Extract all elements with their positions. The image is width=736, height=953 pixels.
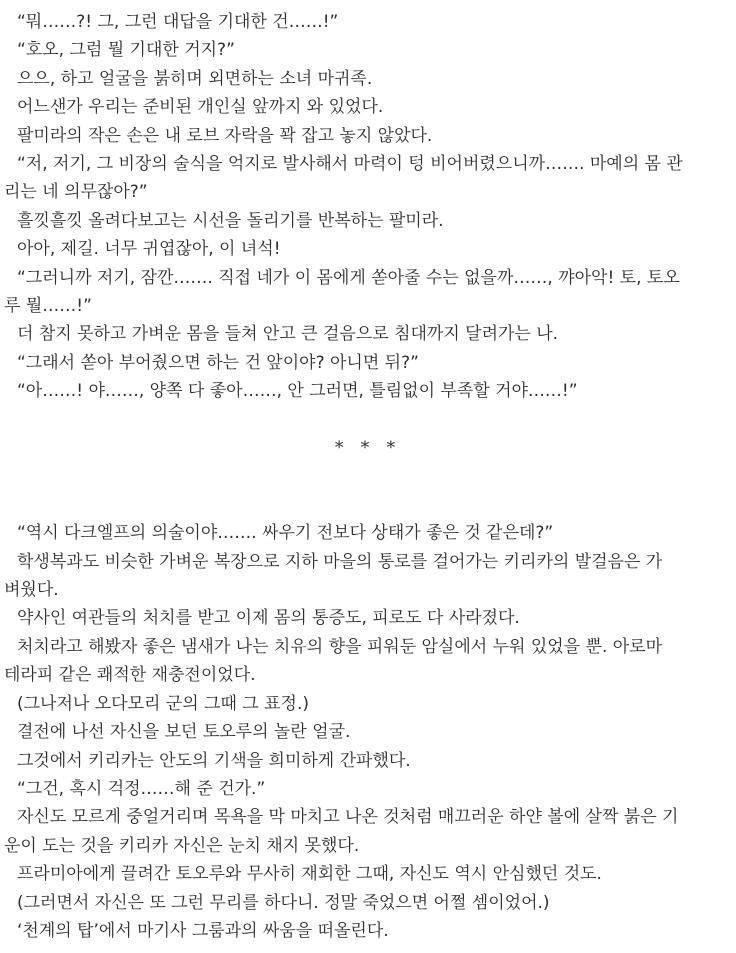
text-line: ‘천계의 탑’에서 마기사 그룸과의 싸움을 떠올린다. (17, 920, 389, 941)
text-line: 그것에서 키리카는 안도의 기색을 희미하게 간파했다. (17, 750, 411, 771)
blank-line (4, 462, 732, 490)
text-line: 프라미아에게 끌려간 토오루와 무사히 재회한 그때, 자신도 역시 안심했던 것도. (17, 864, 602, 885)
text-line: 리는 네 의무잖아?” (4, 182, 148, 203)
text-line: “역시 다크엘프의 의술이야……. 싸우기 전보다 상태가 좋은 것 같은데?” (17, 523, 554, 544)
text-line: “그래서 쏟아 부어줬으면 하는 건 앞이야? 아니면 뒤?” (17, 352, 419, 373)
text-line: “아……! 야……, 양쪽 다 좋아……, 안 그러면, 틀림없이 부족할 거야……!” (17, 381, 578, 402)
text-line: 학생복과도 비슷한 가벼운 복장으로 지하 마을의 통로를 걸어가는 키리카의 발걸음은 가 (17, 551, 663, 572)
text-line: “그건, 혹시 걱정……해 준 건가.” (17, 778, 266, 799)
text-line: 아아, 제길. 너무 귀엽잖아, 이 녀석! (17, 239, 281, 260)
text-line: “그러니까 저기, 잠깐……. 직접 네가 이 몸에게 쏟아줄 수는 없을까……, 꺄아악! 토, 토오 (17, 267, 680, 288)
text-line: (그러면서 자신은 또 그런 무리를 하다니. 정말 죽었으면 어쩔 셈이었어.) (17, 892, 550, 913)
text-line: “호오, 그럼 뭘 기대한 거지?” (17, 40, 235, 61)
text-line: 약사인 여관들의 처치를 받고 이제 몸의 통증도, 피로도 다 사라졌다. (17, 608, 520, 629)
text-line: (그나저나 오다모리 군의 그때 그 표정.) (17, 693, 310, 714)
text-line: 운이 도는 것을 키리카 자신은 눈치 채지 못했다. (4, 835, 360, 856)
text-line: 으으, 하고 얼굴을 붉히며 외면하는 소녀 마귀족. (17, 68, 373, 89)
text-line: 루 뭘……!” (4, 296, 92, 317)
blank-line (4, 406, 732, 434)
text-line: 자신도 모르게 중얼거리며 목욕을 막 마치고 나온 것처럼 매끄러운 하얀 볼에 살짝 붉은 기 (17, 807, 679, 828)
text-line: 팔미라의 작은 손은 내 로브 자락을 꽉 잡고 놓지 않았다. (17, 125, 433, 146)
text-line: 처치라고 해봤자 좋은 냄새가 나는 치유의 향을 피워둔 암실에서 누워 있었을 뿐. 아로마 (17, 636, 663, 657)
text-line: “저, 저기, 그 비장의 술식을 억지로 발사해서 마력이 텅 비어버렸으니까……. 마예의 몸 관 (17, 154, 683, 175)
text-line: 흘낏흘낏 올려다보고는 시선을 돌리기를 반복하는 팔미라. (17, 210, 444, 231)
text-line: “뭐……?! 그, 그런 대답을 기대한 건……!” (17, 12, 339, 32)
text-line: 어느샌가 우리는 준비된 개인실 앞까지 와 있었다. (17, 97, 384, 118)
text-line: 결전에 나선 자신을 보던 토오루의 놀란 얼굴. (17, 722, 351, 743)
scene-break-separator: * * * (334, 438, 402, 459)
blank-line (4, 491, 732, 519)
text-line: 벼웠다. (4, 580, 59, 601)
text-line: 더 참지 못하고 가벼운 몸을 들쳐 안고 큰 걸음으로 침대까지 달려가는 나. (17, 324, 559, 345)
text-line: 테라피 같은 쾌적한 재충전이었다. (4, 665, 256, 686)
